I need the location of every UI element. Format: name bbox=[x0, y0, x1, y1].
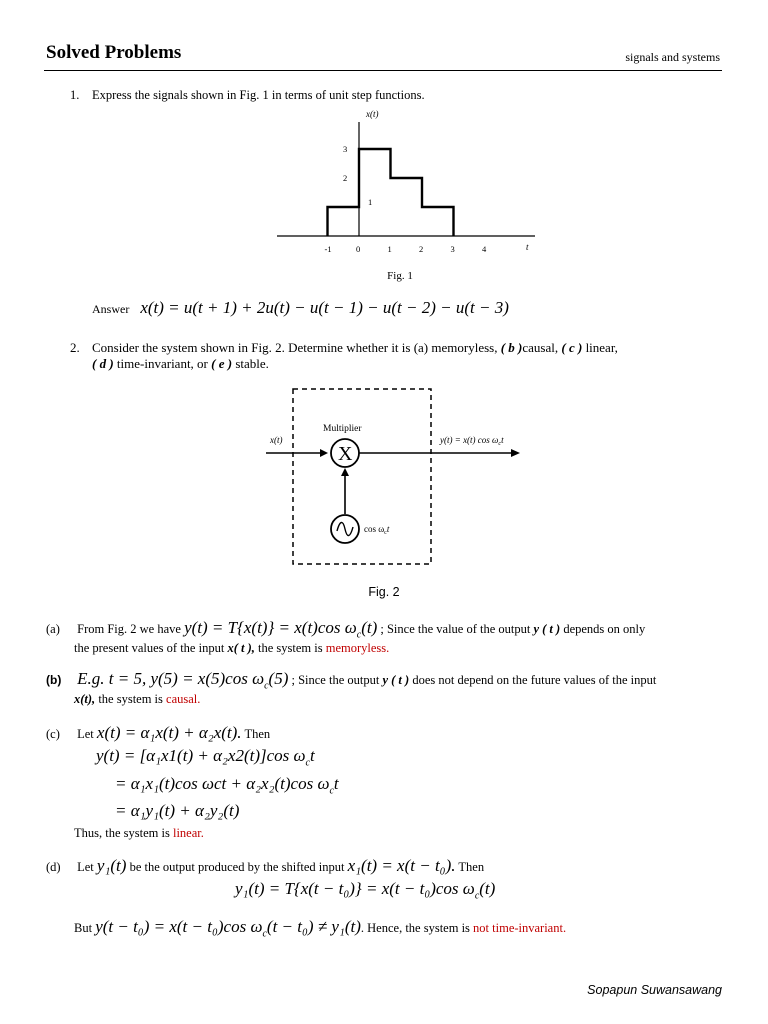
part-a-text-1: ; Since the value of the output bbox=[380, 622, 531, 636]
part-b-y: y ( t ) bbox=[382, 673, 410, 687]
system-box bbox=[293, 389, 431, 564]
part-b-eq: E.g. t = 5, y(5) = x(5)cos $\omega_c(5)$ bbox=[77, 669, 289, 692]
part-d-text-2: . Hence, the system is bbox=[360, 921, 470, 935]
fig1-ylabel: x(t) bbox=[366, 109, 379, 119]
part-b-xt: x(t), bbox=[74, 692, 96, 706]
problem-1 bbox=[70, 88, 425, 103]
part-d-let: Let bbox=[77, 860, 94, 874]
problem-2-number: 2. bbox=[70, 340, 80, 355]
problem-2-b: ( b ) bbox=[500, 340, 523, 355]
header-divider bbox=[44, 70, 722, 71]
answer-line bbox=[92, 298, 509, 318]
part-a-line2 bbox=[74, 641, 389, 656]
fig1-y-tick-label: 1 bbox=[368, 197, 373, 207]
part-b-line2 bbox=[74, 692, 200, 707]
fig1-xlabel: t bbox=[526, 242, 529, 252]
oscillator-label: $\cos \omega_ct$ bbox=[364, 524, 390, 536]
input-label: x(t) bbox=[270, 435, 283, 445]
problem-2-text-2: causal, bbox=[522, 340, 559, 355]
problem-2-d: ( d ) bbox=[92, 356, 114, 371]
page-title: Solved Problems bbox=[46, 42, 182, 63]
problem-2-text-5: stable. bbox=[235, 356, 269, 371]
fig2-diagram bbox=[262, 384, 528, 570]
part-b-text-1: ; Since the output bbox=[291, 673, 380, 687]
part-a-line2a: the present values of the input bbox=[74, 641, 225, 655]
part-c-label: (c) bbox=[46, 727, 60, 741]
problem-2-c: ( c ) bbox=[561, 340, 583, 355]
part-b-text-2: does not depend on the future values of the input bbox=[412, 673, 657, 687]
fig1-plot bbox=[270, 104, 550, 266]
fig2-caption: Fig. 2 bbox=[368, 585, 400, 599]
part-a-eq: y(t) = T{x(t)} = x(t)cos $\omega_c(t)$ bbox=[184, 618, 378, 641]
multiplier-symbol: X bbox=[338, 443, 353, 465]
part-d-x1: x₁(t) = x(t − t₀). bbox=[347, 856, 456, 875]
answer-equation: x(t) = u(t + 1) + 2u(t) − u(t − 1) − u(t − 2) − u(t − 3) bbox=[140, 298, 509, 317]
fig1-x-tick-label: 4 bbox=[482, 244, 487, 254]
part-c-let: Let bbox=[77, 727, 94, 741]
part-c-eq3: = α₁y₁(t) + α₂y₂(t) bbox=[115, 801, 240, 820]
multiplier-label: Multiplier bbox=[323, 424, 362, 434]
problem-2-text-3: linear, bbox=[585, 340, 618, 355]
output-label: y(t) = x(t) $\cos \omega_ct$ bbox=[440, 435, 504, 447]
fig1-y-tick-label: 3 bbox=[343, 144, 348, 154]
part-d-but: But bbox=[74, 921, 93, 935]
fig1-x-tick-label: 1 bbox=[387, 244, 392, 254]
part-d-then: Then bbox=[458, 860, 485, 874]
part-b-result: causal. bbox=[166, 692, 201, 706]
part-c-thus: Thus, the system is bbox=[74, 826, 170, 840]
problem-2 bbox=[70, 340, 730, 372]
fig1-x-tick-label: 2 bbox=[419, 244, 424, 254]
part-a-label: (a) bbox=[46, 622, 60, 636]
answer-label: Answer bbox=[92, 302, 130, 316]
part-d-y1: y₁(t) bbox=[96, 856, 127, 875]
problem-2-text-4: time-invariant, or bbox=[116, 356, 208, 371]
author-signature: Sopapun Suwansawang bbox=[587, 983, 722, 997]
problem-1-number: 1. bbox=[70, 88, 80, 102]
part-d-eq: y₁(t) = T{x(t − t₀)} = x(t − t₀)cos $\omega_c(t)$ bbox=[235, 879, 496, 902]
part-d bbox=[46, 856, 484, 876]
fig1-x-tick-label: 3 bbox=[450, 244, 455, 254]
fig1-x-tick-label: -1 bbox=[324, 244, 332, 254]
part-d-eq2: y(t − t₀) = x(t − t₀)cos $\omega_c(t - t_0) \ne y_1(t)$ bbox=[95, 917, 361, 940]
part-d-text-1: be the output produced by the shifted input bbox=[129, 860, 345, 874]
fig1-y-tick-label: 2 bbox=[343, 173, 348, 183]
part-b-text-3: the system is bbox=[98, 692, 163, 706]
part-a-y: y ( t ) bbox=[533, 622, 561, 636]
part-c-eq1: y(t) = [α₁x1(t) + α₂x2(t)]cos $\omega_ct$ bbox=[96, 746, 315, 769]
part-b-label: (b) bbox=[46, 673, 62, 687]
part-a-xt: x( t ), bbox=[227, 641, 255, 655]
part-c-result: linear. bbox=[172, 826, 204, 840]
part-a-result: memoryless. bbox=[325, 641, 390, 655]
part-a bbox=[46, 618, 645, 640]
fig1-caption: Fig. 1 bbox=[387, 270, 413, 282]
header-subject: signals and systems bbox=[625, 50, 720, 64]
problem-2-text-1: Consider the system shown in Fig. 2. Determine whether it is (a) memoryless, bbox=[92, 340, 498, 355]
fig1-signal-line bbox=[328, 149, 454, 236]
part-c-eq2: = α₁x₁(t)cos ωct + α₂x₂(t)cos $\omega_ct$ bbox=[115, 774, 339, 797]
part-a-text-2: depends on only bbox=[563, 622, 646, 636]
part-c-conclusion bbox=[74, 826, 204, 841]
input-arrowhead bbox=[320, 449, 328, 457]
part-d-label: (d) bbox=[46, 860, 61, 874]
output-arrowhead bbox=[511, 449, 520, 457]
part-a-pre: From Fig. 2 we have bbox=[77, 622, 181, 636]
part-b bbox=[46, 669, 656, 691]
part-c-then: Then bbox=[244, 727, 271, 741]
fig1-x-tick-label: 0 bbox=[356, 244, 361, 254]
part-a-line2b: the system is bbox=[258, 641, 323, 655]
part-d-result: not time-invariant. bbox=[473, 921, 567, 935]
part-c bbox=[46, 723, 270, 743]
part-c-eq0: x(t) = α₁x(t) + α₂x(t). bbox=[96, 723, 242, 742]
osc-arrowhead bbox=[341, 468, 349, 476]
problem-1-text: Express the signals shown in Fig. 1 in terms of unit step functions. bbox=[92, 88, 425, 102]
problem-2-e: ( e ) bbox=[211, 356, 233, 371]
part-d-conclusion bbox=[74, 917, 566, 939]
